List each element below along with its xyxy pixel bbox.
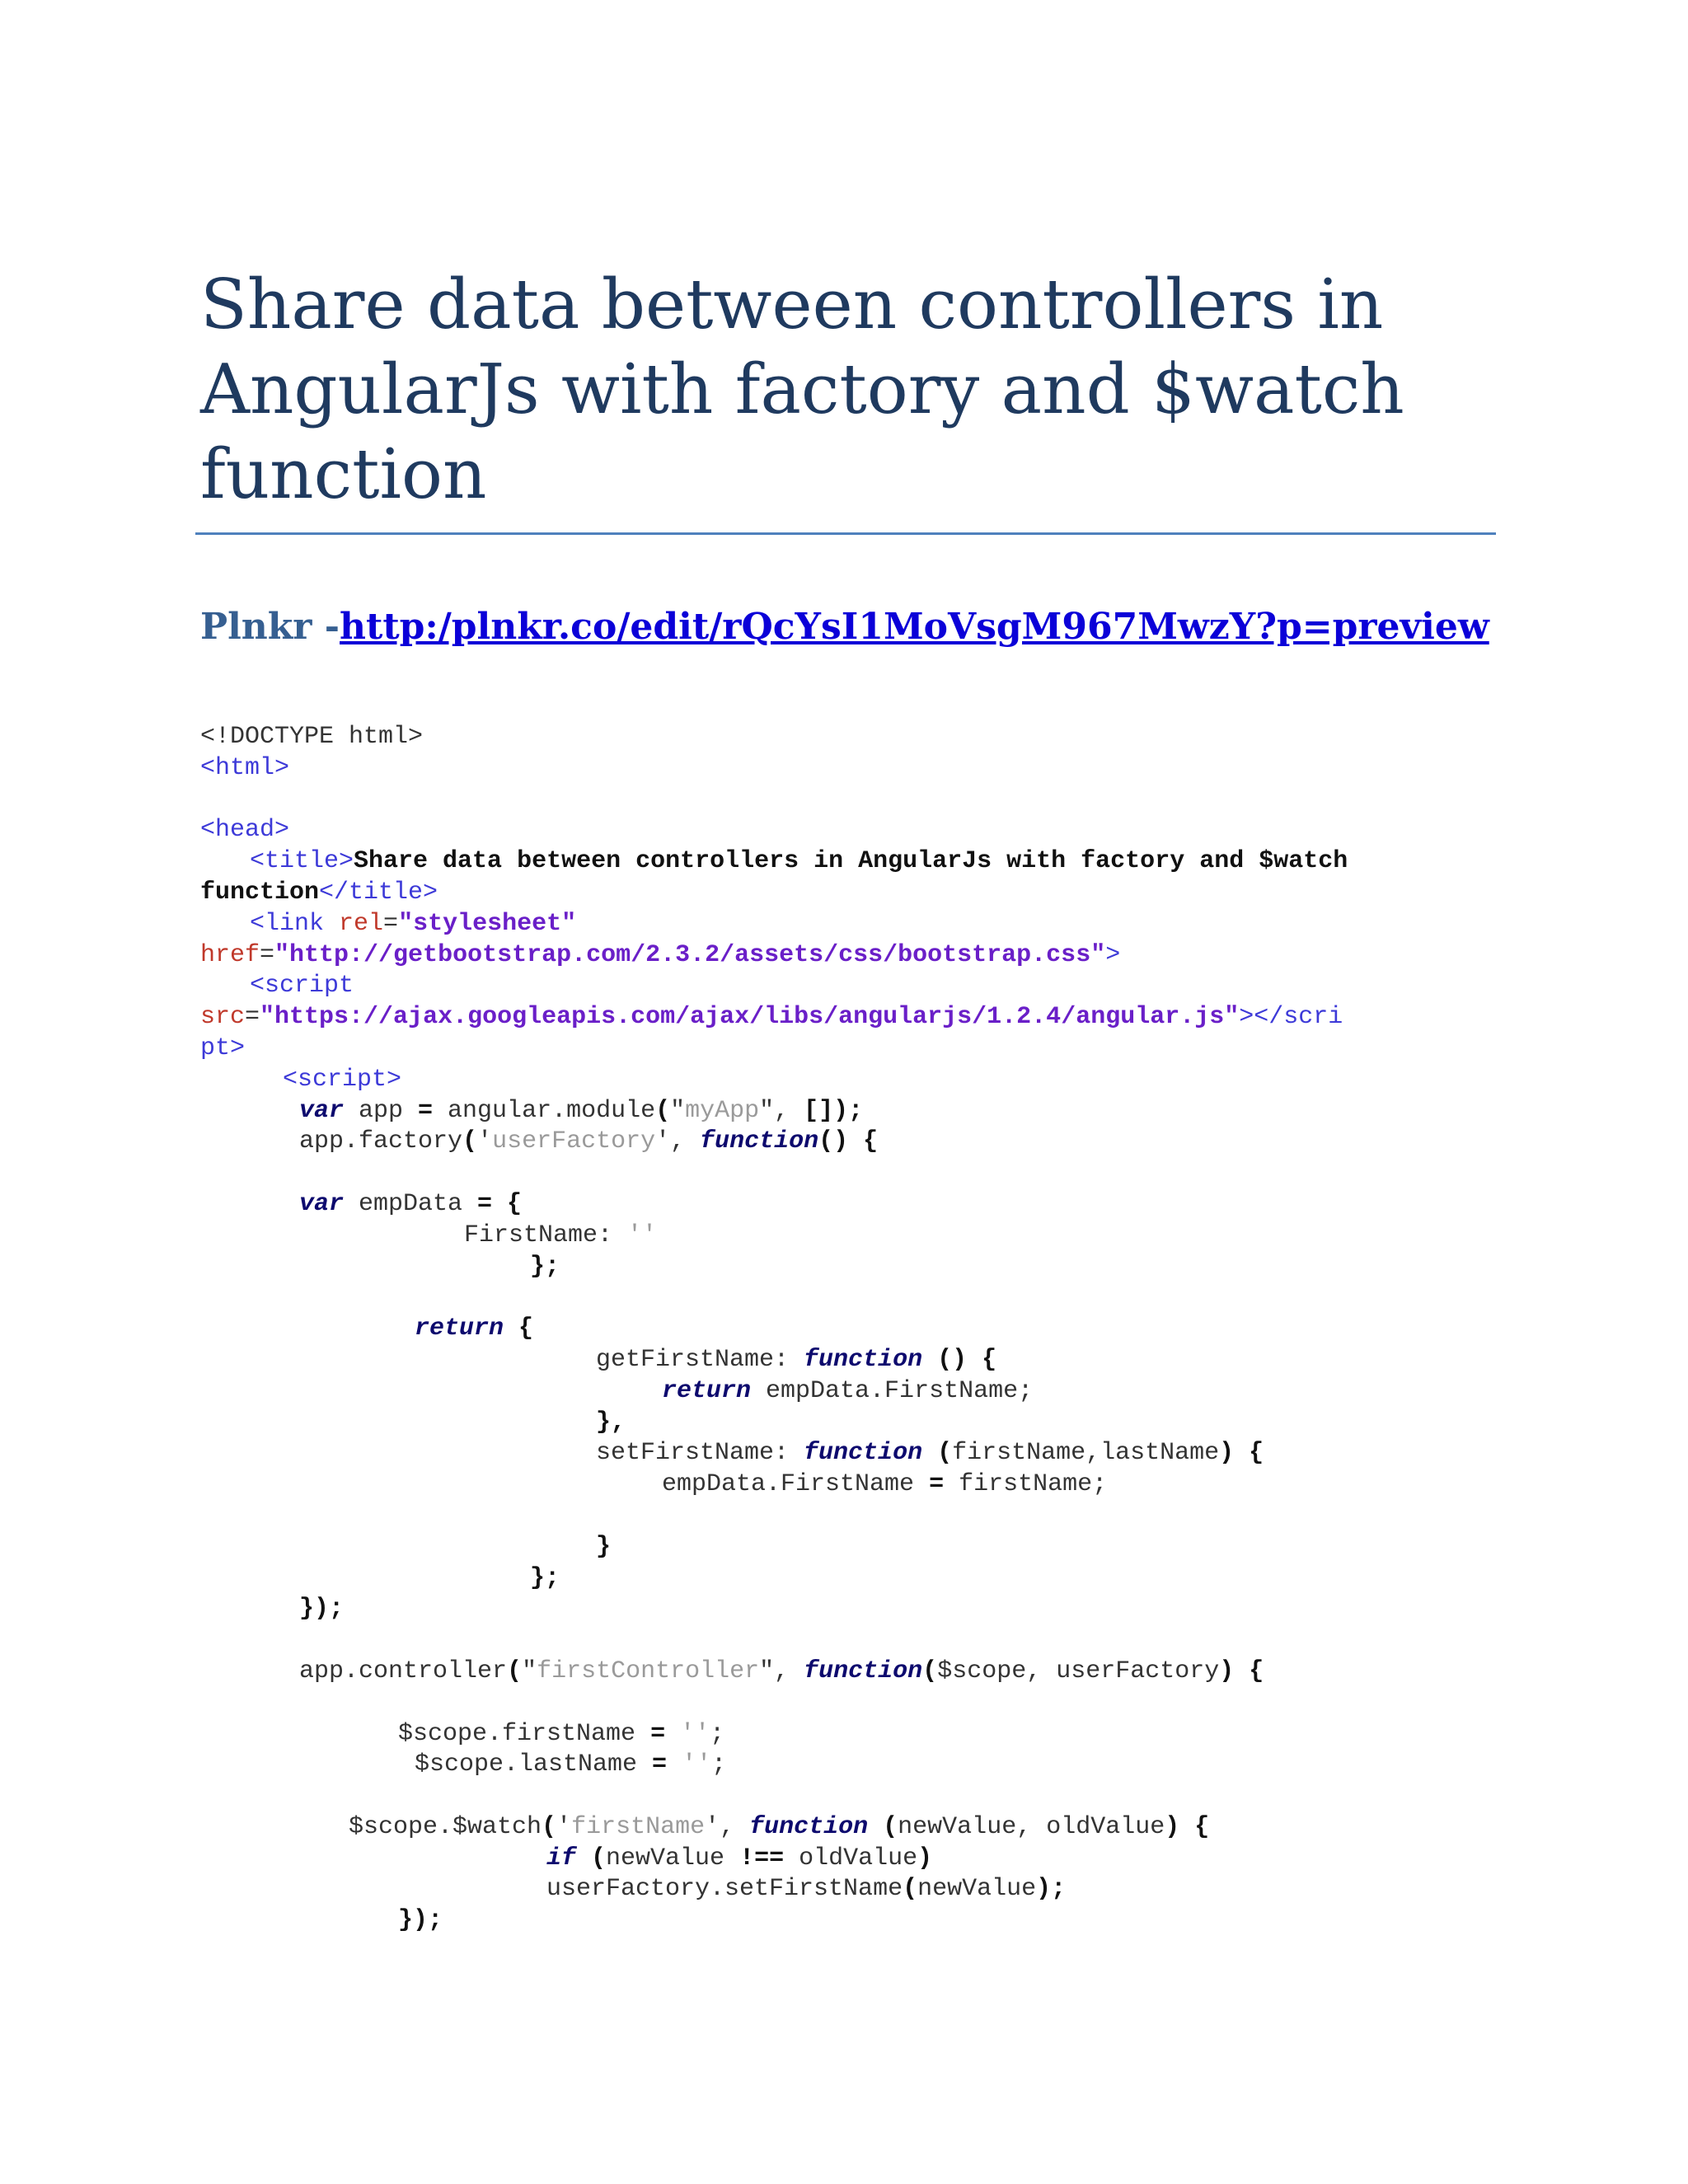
code-line bbox=[200, 1002, 1348, 1033]
code-token: function bbox=[804, 1439, 923, 1468]
code-token: <script> bbox=[283, 1065, 402, 1094]
code-line bbox=[200, 1096, 1348, 1127]
code-token: return bbox=[662, 1376, 752, 1405]
code-token: "stylesheet" bbox=[398, 909, 577, 938]
plnkr-heading bbox=[200, 598, 1489, 656]
code-token: newValue, oldValue bbox=[898, 1812, 1165, 1841]
code-token: ; bbox=[711, 1750, 727, 1779]
code-line bbox=[200, 1594, 1348, 1625]
code-token: app bbox=[344, 1096, 419, 1125]
code-token: = bbox=[245, 1003, 260, 1032]
code-token: <link bbox=[250, 909, 340, 938]
code-line bbox=[200, 1874, 1348, 1905]
code-token: var bbox=[299, 1189, 345, 1218]
code-token: <html> bbox=[200, 753, 290, 782]
code-token: ) { bbox=[1219, 1657, 1264, 1685]
code-token: ' bbox=[556, 1812, 572, 1841]
code-token: $scope.firstName bbox=[398, 1719, 651, 1748]
code-line bbox=[200, 1781, 1348, 1812]
code-token: <title> bbox=[250, 847, 354, 876]
code-token: = bbox=[260, 940, 275, 969]
code-token: }, bbox=[596, 1408, 626, 1436]
code-token: empData.FirstName; bbox=[751, 1376, 1034, 1405]
code-line bbox=[200, 1563, 1348, 1595]
code-token: '' bbox=[680, 1719, 710, 1748]
code-token: ', bbox=[705, 1812, 750, 1841]
code-token: newValue bbox=[606, 1844, 740, 1872]
code-token: ( bbox=[507, 1657, 523, 1685]
code-token: ( bbox=[576, 1844, 607, 1872]
code-token: () { bbox=[922, 1345, 997, 1374]
code-token: oldValue bbox=[784, 1844, 918, 1872]
code-token: firstName,lastName bbox=[952, 1439, 1220, 1468]
code-token: $scope, userFactory bbox=[937, 1657, 1220, 1685]
code-token: ( bbox=[462, 1127, 478, 1156]
code-line bbox=[200, 1625, 1348, 1657]
title-divider bbox=[195, 532, 1496, 535]
code-token bbox=[667, 1750, 682, 1779]
code-token: function bbox=[804, 1345, 923, 1374]
code-line bbox=[200, 878, 1348, 909]
code-line bbox=[200, 1189, 1348, 1221]
code-token: = bbox=[652, 1750, 668, 1779]
plnkr-label: Plnkr - bbox=[200, 606, 340, 648]
code-token: ", bbox=[759, 1096, 804, 1125]
code-token: ", bbox=[759, 1657, 804, 1685]
code-line bbox=[200, 1905, 1348, 1937]
code-line bbox=[200, 1314, 1348, 1345]
code-line bbox=[200, 1252, 1348, 1283]
code-token: src bbox=[200, 1003, 246, 1032]
code-token: myApp bbox=[685, 1096, 760, 1125]
code-line bbox=[200, 722, 1348, 753]
plnkr-link[interactable]: http:/plnkr.co/edit/rQcYsI1MoVsgM967MwzY?p=preview bbox=[340, 606, 1489, 648]
code-token: = bbox=[418, 1096, 434, 1125]
code-line bbox=[200, 1657, 1348, 1688]
code-token: ', bbox=[655, 1127, 701, 1156]
code-token: if bbox=[546, 1844, 577, 1872]
code-token: firstName; bbox=[944, 1470, 1108, 1499]
code-line bbox=[200, 1221, 1348, 1252]
code-line bbox=[200, 909, 1348, 940]
code-token: setFirstName: bbox=[596, 1439, 804, 1468]
code-line bbox=[200, 940, 1348, 972]
code-token: getFirstName: bbox=[596, 1345, 804, 1374]
code-token: ( bbox=[868, 1812, 898, 1841]
title-line-2: AngularJs with factory and $watch bbox=[200, 349, 1404, 429]
code-token: <script bbox=[250, 972, 354, 1001]
code-token: ( bbox=[922, 1657, 938, 1685]
code-token: "http://getbootstrap.com/2.3.2/assets/css/bootstrap.css" bbox=[274, 940, 1106, 969]
code-token: ( bbox=[542, 1812, 557, 1841]
code-line bbox=[200, 1158, 1348, 1189]
code-token: }; bbox=[530, 1563, 560, 1592]
document-title bbox=[200, 262, 1519, 517]
code-token: function bbox=[200, 878, 320, 907]
code-token bbox=[665, 1720, 680, 1748]
code-token: pt> bbox=[200, 1033, 246, 1062]
code-line bbox=[200, 1844, 1348, 1875]
code-line bbox=[200, 1719, 1348, 1750]
code-token: <head> bbox=[200, 816, 290, 845]
code-token: app.controller bbox=[299, 1657, 508, 1685]
code-line bbox=[200, 1033, 1348, 1065]
code-token: function bbox=[749, 1812, 869, 1841]
code-token: { bbox=[504, 1315, 534, 1343]
code-token: ) { bbox=[1219, 1439, 1264, 1468]
code-token: ) { bbox=[1165, 1812, 1210, 1841]
code-token: !== bbox=[739, 1844, 785, 1872]
code-token: <!DOCTYPE html> bbox=[200, 723, 424, 751]
code-token: href bbox=[200, 940, 260, 969]
code-token: FirstName: bbox=[464, 1221, 628, 1249]
code-line bbox=[200, 1282, 1348, 1314]
code-token: function bbox=[804, 1657, 923, 1685]
code-token: ( bbox=[655, 1096, 671, 1125]
code-token: = bbox=[650, 1719, 666, 1748]
code-line bbox=[200, 753, 1348, 785]
code-token: $scope.$watch bbox=[349, 1812, 542, 1841]
code-token: userFactory bbox=[492, 1127, 656, 1156]
code-token: > bbox=[1105, 940, 1121, 969]
code-token: = bbox=[383, 909, 399, 938]
code-line bbox=[200, 1532, 1348, 1563]
code-token: ) bbox=[917, 1844, 933, 1872]
code-token: userFactory.setFirstName bbox=[546, 1875, 903, 1904]
code-token: }); bbox=[299, 1595, 345, 1624]
code-block bbox=[200, 722, 1348, 1937]
code-line bbox=[200, 1438, 1348, 1469]
code-line bbox=[200, 1376, 1348, 1408]
code-line bbox=[200, 1750, 1348, 1781]
code-token: ); bbox=[1036, 1875, 1067, 1904]
code-token: []); bbox=[804, 1096, 864, 1125]
code-token: rel bbox=[339, 909, 384, 938]
code-token: $scope.lastName bbox=[415, 1750, 653, 1779]
code-token: angular.module bbox=[433, 1096, 656, 1125]
code-line bbox=[200, 971, 1348, 1002]
code-token: " bbox=[670, 1096, 686, 1125]
code-line bbox=[200, 1812, 1348, 1844]
code-line bbox=[200, 1688, 1348, 1719]
code-token: }); bbox=[398, 1906, 443, 1935]
code-token: }; bbox=[530, 1252, 560, 1281]
code-token: Share data between controllers in AngularJs with factory and $watch bbox=[354, 847, 1348, 876]
code-line bbox=[200, 815, 1348, 846]
code-token: ></scri bbox=[1239, 1003, 1343, 1032]
code-line bbox=[200, 1065, 1348, 1096]
code-line bbox=[200, 1408, 1348, 1439]
code-token: firstController bbox=[537, 1657, 760, 1685]
code-token: } bbox=[596, 1532, 612, 1561]
code-token: "https://ajax.googleapis.com/ajax/libs/angularjs/1.2.4/angular.js" bbox=[260, 1003, 1240, 1032]
code-line bbox=[200, 785, 1348, 816]
code-token: ' bbox=[477, 1127, 493, 1156]
code-token: ; bbox=[710, 1719, 725, 1748]
code-token: function bbox=[700, 1127, 819, 1156]
code-line bbox=[200, 846, 1348, 878]
code-line bbox=[200, 1501, 1348, 1532]
code-token: '' bbox=[627, 1221, 658, 1249]
title-line-3: function bbox=[200, 434, 487, 514]
code-token: firstName bbox=[571, 1812, 706, 1841]
code-token: var bbox=[299, 1096, 345, 1125]
code-token: " bbox=[522, 1657, 537, 1685]
code-token: ( bbox=[922, 1439, 953, 1468]
code-token: </title> bbox=[319, 878, 438, 907]
code-token: = bbox=[929, 1470, 945, 1499]
code-line bbox=[200, 1127, 1348, 1158]
code-token: app.factory bbox=[299, 1127, 463, 1156]
code-token: = { bbox=[477, 1189, 523, 1218]
code-token: '' bbox=[682, 1750, 712, 1779]
code-token: newValue bbox=[917, 1875, 1037, 1904]
code-line bbox=[200, 1345, 1348, 1376]
title-line-1: Share data between controllers in bbox=[200, 265, 1384, 344]
code-token: empData.FirstName bbox=[662, 1470, 930, 1499]
code-token: () { bbox=[818, 1127, 879, 1156]
code-token: ( bbox=[903, 1875, 918, 1904]
code-line bbox=[200, 1469, 1348, 1501]
code-token: return bbox=[415, 1315, 504, 1343]
code-token: empData bbox=[344, 1189, 478, 1218]
